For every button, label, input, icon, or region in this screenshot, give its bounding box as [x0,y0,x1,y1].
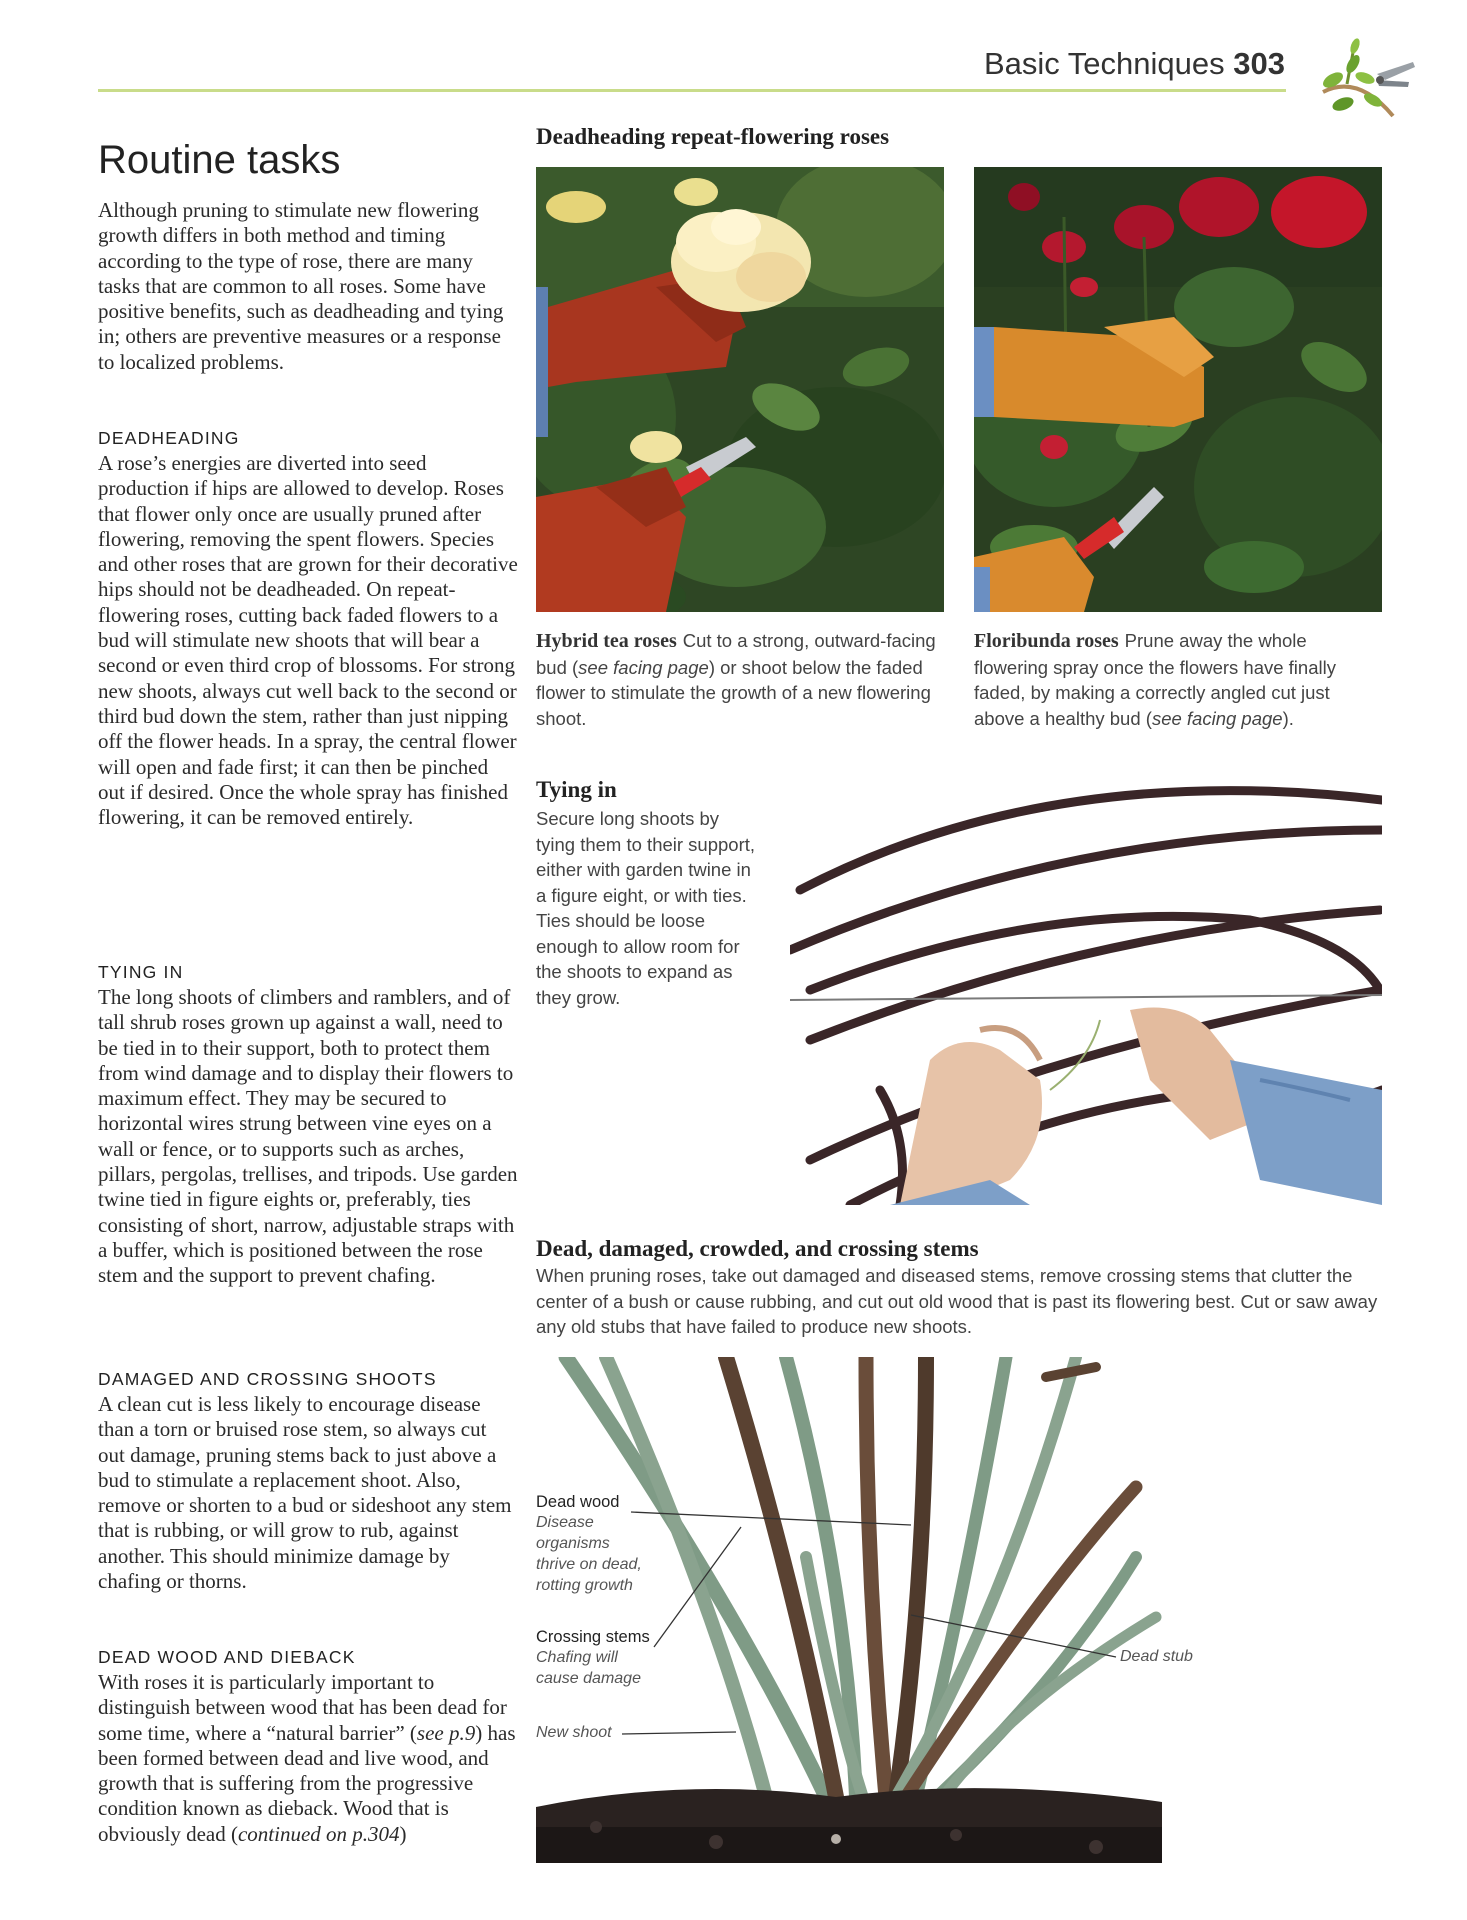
tying-in-panel-text: Secure long shoots by tying them to their support, either with garden twine in a figure eight, or with ties. Ties should be loose enough to allow room for the shoots to expand as they grow. [536,808,756,1008]
deadheading-heading: DEADHEADING [98,428,240,448]
dead-stub-label: Dead stub [1120,1648,1193,1665]
section-title: Basic Techniques [983,46,1225,81]
floribunda-caption: Floribunda roses Prune away the whole flowering spray once the flowers have finally faded, by making a correctly angled cut just above a healthy bud (see facing page). [974,630,1336,729]
page-number: 303 [1233,46,1285,81]
floribunda-caption-lead: Floribunda roses [974,630,1119,652]
deadheading-paragraph: A rose’s energies are diverted into seed production if hips are allowed to develop. Roses that flower only once are usually pruned after flowering, removing the spent flowers. Species and other roses that are grown for their decorative hips should not be deadheaded. On repeat-flowering roses, cutting back faded flowers to a bud will stimulate new shoots that will bear a second or even third crop of blossoms. For strong new shoots, always cut well back to the second or third bud down the stem, rather than just nipping off the flower heads. In a spray, the central flower will open and fade first; it can then be pinched out if desired. Once the whole spray has finished flowering, it can be removed entirely. [98,451,518,830]
stems-callout-lines [536,1357,1386,1863]
crossing-stems-label-title: Crossing stems [536,1628,650,1646]
tying-in-paragraph: The long shoots of climbers and ramblers, and of tall shrub roses grown up against a wall, need to be tied in to their support, both to protect them from wind damage and to display their flowers to maximum effect. They may be secured to horizontal wires strung between vine eyes on a wall or fence, or to supports such as arches, pillars, pergolas, trellises, and tripods. Use garden twine tied in figure eights or, preferably, ties consisting of short, narrow, adjustable straps with a buffer, which is positioned between the rose stem and the support to prevent chafing. [98,985,518,1288]
dead-wood-label-title: Dead wood [536,1493,620,1511]
new-shoot-label: New shoot [536,1724,612,1741]
page-title: Routine tasks [98,138,341,182]
crossing-stems-label-note-2: cause damage [536,1670,641,1687]
crossing-stems-label [536,1628,716,1689]
deadheading-panel-heading: Deadheading repeat-flowering roses [536,124,890,149]
dead-wood-label-note-2: organisms [536,1535,610,1552]
intro-paragraph: Although pruning to stimulate new flowering growth differs in both method and timing according to the type of rose, there are many tasks that are common to all roses. Some have positive benefits, such as deadheading and tying in; others are preventive measures or a response to localized problems. [98,198,504,374]
dead-wood-label [536,1493,716,1596]
continued-reference: continued on p.304 [237,1821,400,1846]
tying-in-heading: TYING IN [98,962,184,982]
hybrid-tea-caption-lead: Hybrid tea roses [536,630,677,652]
header-rule [98,89,1286,92]
running-head [984,46,1285,82]
floribunda-deadheading-photo [974,167,1382,612]
tying-in-panel-heading: Tying in [536,777,617,802]
stems-panel-heading: Dead, damaged, crowded, and crossing stems [536,1236,979,1261]
stems-panel-text: When pruning roses, take out damaged and diseased stems, remove crossing stems that clutter the center of a bush or cause rubbing, and cut out old wood that is past its flowering best. Cut or saw away any old stubs that have failed to produce new shoots. [536,1265,1378,1337]
hybrid-tea-caption: Hybrid tea roses Cut to a strong, outward-facing bud (see facing page) or shoot below the faded flower to stimulate the growth of a new flowering shoot. [536,630,936,729]
cross-reference: see p.9 [416,1720,476,1745]
pruning-shears-sprig-icon [1303,34,1421,126]
dead-wood-heading: DEAD WOOD AND DIEBACK [98,1647,356,1667]
crossing-stems-label-note-1: Chafing will [536,1649,618,1666]
damaged-shoots-paragraph: A clean cut is less likely to encourage disease than a torn or bruised rose stem, so always cut out damage, pruning stems back to just above a bud to stimulate a replacement shoot. Also, remove or shorten to a bud or sideshoot any stem that is rubbing, or will grow to rub, against another. This should minimize damage by chafing or thorns. [98,1392,512,1594]
tying-in-photo [790,760,1382,1205]
dead-wood-label-note-1: Disease [536,1514,594,1531]
dead-wood-label-note-4: rotting growth [536,1577,633,1594]
hybrid-tea-deadheading-photo [536,167,944,612]
dead-wood-paragraph: With roses it is particularly important to distinguish between wood that has been dead for some time, where a “natural barrier” (see p.9) has been formed between dead and live wood, and growth that is suffering from the progressive condition known as dieback. Wood that is obviously dead (continued on p.304) [98,1670,516,1846]
dead-wood-label-note-3: thrive on dead, [536,1556,642,1573]
damaged-shoots-heading: DAMAGED AND CROSSING SHOOTS [98,1369,437,1389]
